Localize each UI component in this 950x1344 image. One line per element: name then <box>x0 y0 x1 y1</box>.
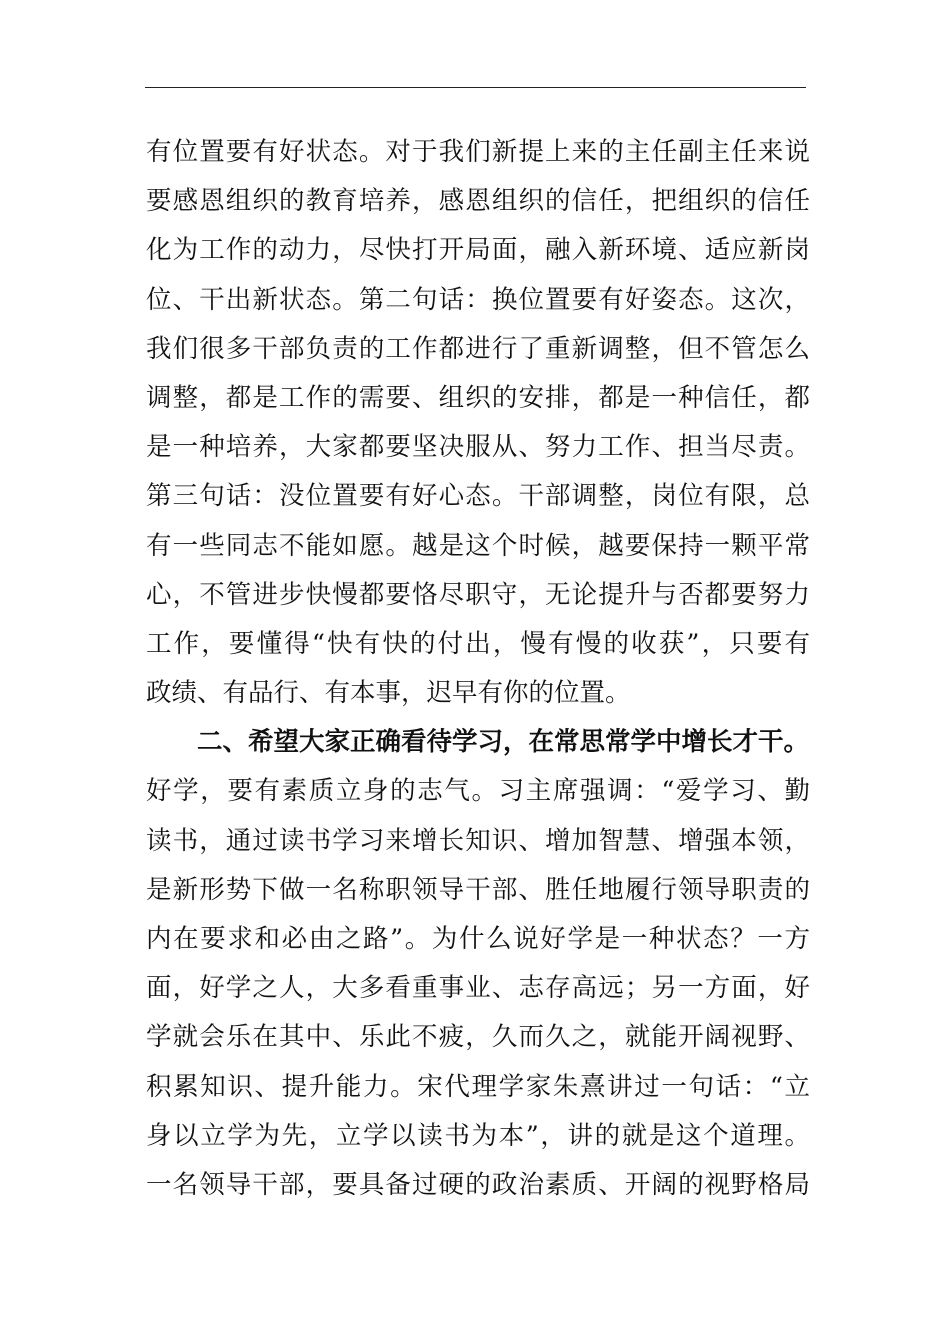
paragraph-line: 心，不管进步快慢都要恪尽职守，无论提升与否都要努力 <box>146 579 810 610</box>
paragraph-line: 读书，通过读书学习来增长知识、增加智慧、增强本领， <box>146 825 810 856</box>
paragraph-line: 是新形势下做一名称职领导干部、胜任地履行领导职责的 <box>146 874 810 905</box>
paragraph-line: 第三句话：没位置要有好心态。干部调整，岗位有限，总 <box>146 481 810 512</box>
paragraph-line: 有位置要有好状态。对于我们新提上来的主任副主任来说 <box>146 137 810 167</box>
paragraph-line: 位、干出新状态。第二句话：换位置要有好姿态。这次， <box>146 284 810 315</box>
paragraph-line: 我们很多干部负责的工作都进行了重新调整，但不管怎么 <box>146 333 810 364</box>
paragraph-line: 积累知识、提升能力。宋代理学家朱熹讲过一句话：“立 <box>146 1071 810 1102</box>
paragraph-line: 是一种培养，大家都要坚决服从、努力工作、担当尽责。 <box>146 432 810 463</box>
paragraph-line: 工作，要懂得“快有快的付出，慢有慢的收获”，只要有 <box>146 628 810 659</box>
paragraph-line: 要感恩组织的教育培养，感恩组织的信任，把组织的信任 <box>146 186 810 217</box>
section-heading: 二、希望大家正确看待学习，在常思常学中增长才干。 <box>197 727 810 758</box>
paragraph-last-line: 政绩、有品行、有本事，迟早有你的位置。 <box>146 678 631 709</box>
header-rule <box>145 87 806 88</box>
paragraph-line: 调整，都是工作的需要、组织的安排，都是一种信任，都 <box>146 382 810 413</box>
paragraph-line: 学就会乐在其中、乐此不疲，久而久之，就能开阔视野、 <box>146 1022 810 1053</box>
document-body <box>146 128 810 1210</box>
paragraph-line: 面，好学之人，大多看重事业、志存高远；另一方面，好 <box>146 973 810 1004</box>
paragraph-line: 化为工作的动力，尽快打开局面，融入新环境、适应新岗 <box>146 235 810 266</box>
paragraph-line: 内在要求和必由之路”。为什么说好学是一种状态？一方 <box>146 924 810 954</box>
paragraph-line: 身以立学为先，立学以读书为本”，讲的就是这个道理。 <box>146 1120 810 1151</box>
paragraph-line: 好学，要有素质立身的志气。习主席强调：“爱学习、勤 <box>146 776 810 807</box>
paragraph-line: 一名领导干部，要具备过硬的政治素质、开阔的视野格局 <box>146 1169 810 1200</box>
paragraph-line: 有一些同志不能如愿。越是这个时候，越要保持一颗平常 <box>146 530 810 561</box>
